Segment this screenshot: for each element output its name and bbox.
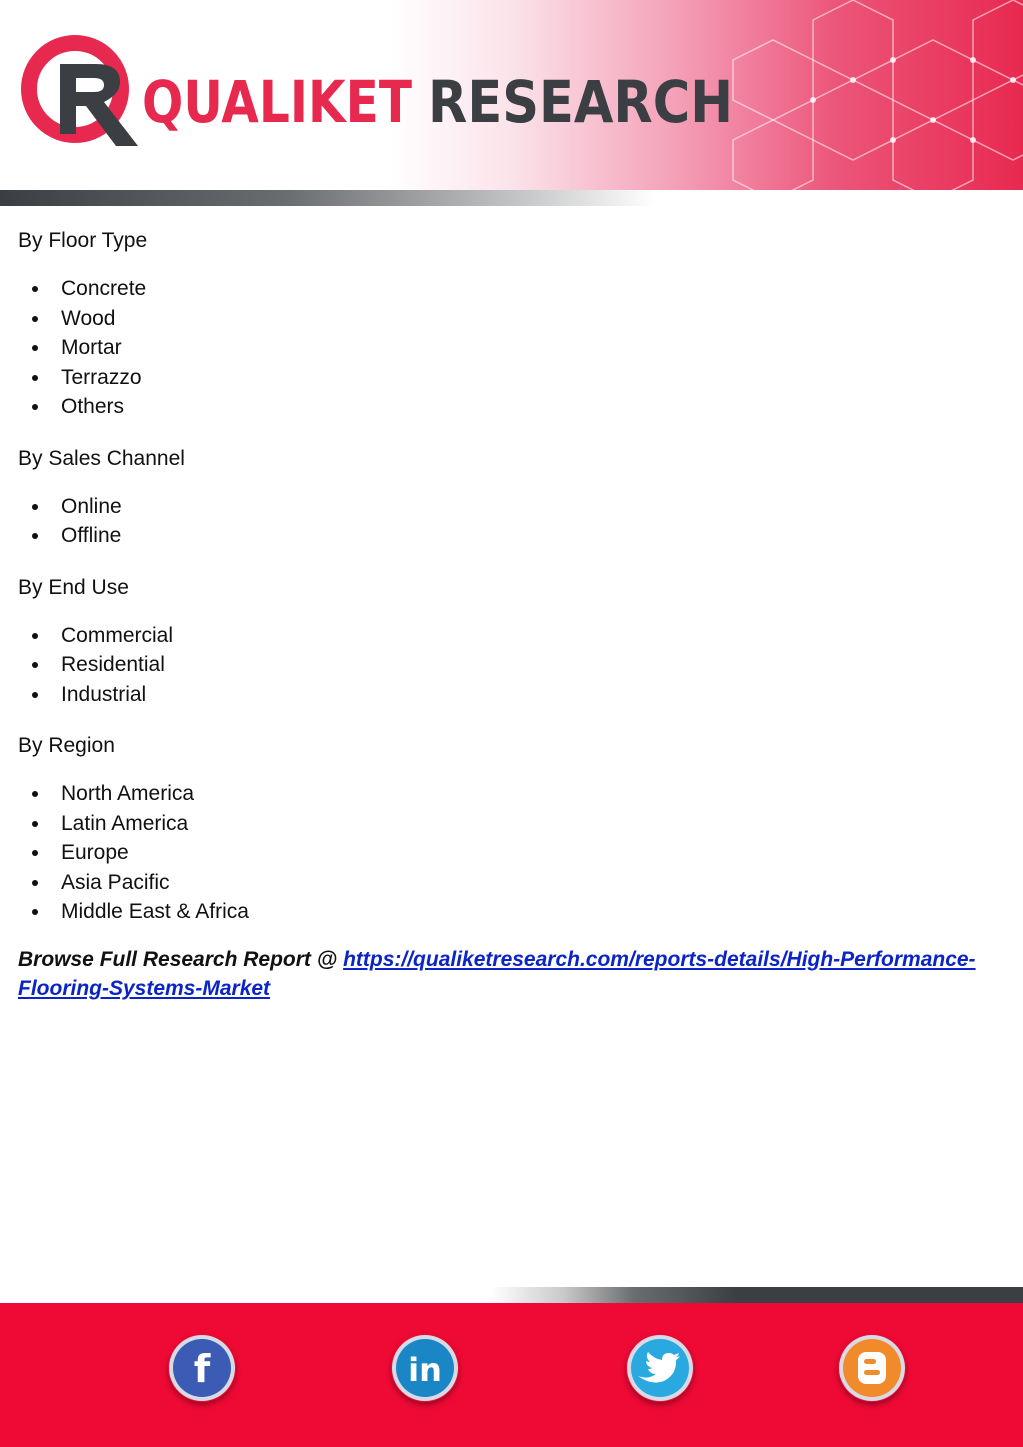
list-item: Others xyxy=(18,392,1008,422)
section-end-use xyxy=(18,569,1008,710)
section-title: By Sales Channel xyxy=(18,446,185,470)
list-item: North America xyxy=(18,779,1008,809)
blogger-icon[interactable] xyxy=(838,1334,906,1402)
section-title: By Region xyxy=(18,734,115,757)
facebook-icon[interactable] xyxy=(168,1334,236,1402)
bullet-list xyxy=(18,779,1008,927)
section-region xyxy=(18,727,1008,927)
qualiket-research-logo xyxy=(20,34,760,154)
section-title: By Floor Type xyxy=(18,229,148,252)
section-sales-channel xyxy=(18,440,1008,551)
section-floor-type xyxy=(18,222,1008,422)
browse-label: Browse Full Research Report @ xyxy=(18,947,344,971)
header-divider-bar xyxy=(0,190,1023,206)
list-item: Asia Pacific xyxy=(18,868,1008,898)
list-item: Middle East & Africa xyxy=(18,897,1008,927)
page-header xyxy=(0,0,1023,190)
brand-name-part2: RESEARCH xyxy=(428,68,733,136)
bullet-list xyxy=(18,274,1008,422)
brand-name-part1: QUALIKET xyxy=(142,68,413,136)
list-item: Offline xyxy=(18,521,1008,551)
report-segments xyxy=(18,222,1008,1025)
list-item: Terrazzo xyxy=(18,363,1008,393)
list-item: Commercial xyxy=(18,621,1008,651)
browse-report-line xyxy=(18,945,1008,1004)
svg-text:in: in xyxy=(408,1351,442,1389)
bullet-list xyxy=(18,621,1008,710)
report-link[interactable]: https://qualiketresearch.com/reports-details/High-Performance-Flooring-Systems-Market xyxy=(18,947,976,1000)
list-item: Europe xyxy=(18,838,1008,868)
twitter-icon[interactable] xyxy=(626,1334,694,1402)
section-title: By End Use xyxy=(18,575,129,599)
list-item: Wood xyxy=(18,304,1008,334)
list-item: Concrete xyxy=(18,274,1008,304)
svg-text:f: f xyxy=(193,1347,211,1391)
bullet-list xyxy=(18,492,1008,551)
list-item: Latin America xyxy=(18,809,1008,839)
list-item: Residential xyxy=(18,650,1008,680)
footer-divider-bar xyxy=(0,1287,1023,1303)
list-item: Industrial xyxy=(18,680,1008,710)
linkedin-icon[interactable] xyxy=(391,1334,459,1402)
list-item: Mortar xyxy=(18,333,1008,363)
list-item: Online xyxy=(18,492,1008,522)
